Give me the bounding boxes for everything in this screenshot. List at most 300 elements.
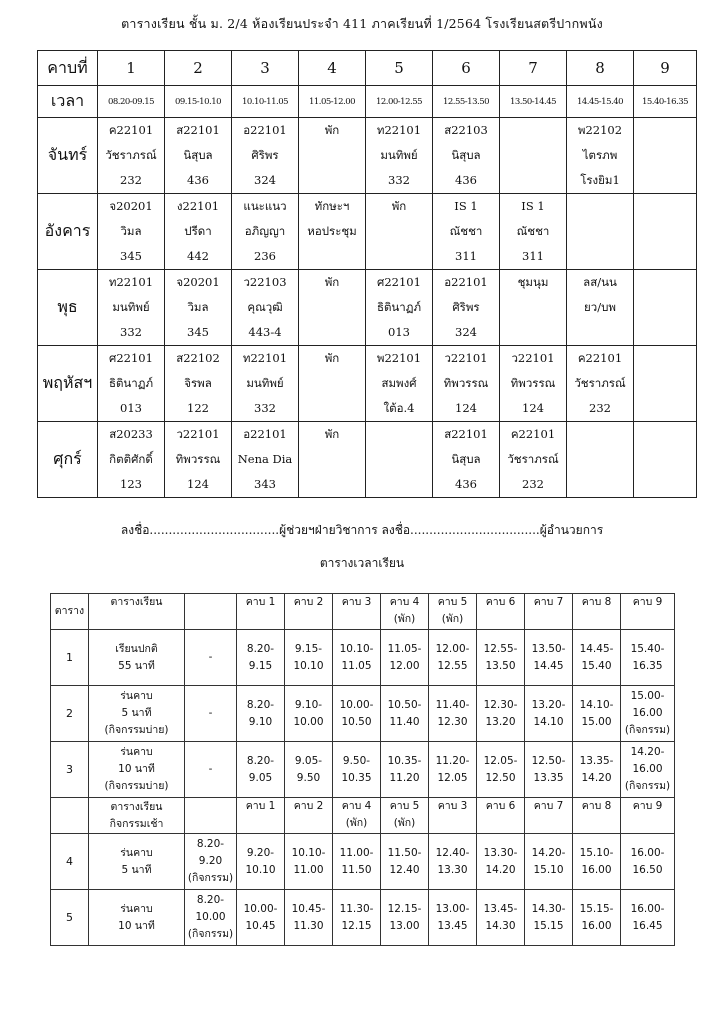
period-time: 08.20-09.15 xyxy=(98,86,165,118)
cell-line: นิสุบล xyxy=(183,148,213,162)
cell-line: จ20201 xyxy=(176,275,220,289)
schedule-cell xyxy=(567,346,634,422)
period-header xyxy=(525,798,573,834)
text-line: 10.10- xyxy=(339,642,374,655)
cell-line: มนทิพย์ xyxy=(112,300,150,314)
text-line: - xyxy=(208,707,213,719)
period-time-range xyxy=(333,686,381,742)
text-line: ร่นคาบ xyxy=(120,902,153,915)
text-line: 13.35 xyxy=(533,771,564,784)
period-time-range xyxy=(381,686,429,742)
text-line: 10.00 xyxy=(293,715,324,728)
text-line: 14.10 xyxy=(533,715,564,728)
cell-line: พัก xyxy=(324,275,340,289)
text-line: 9.15- xyxy=(294,642,323,655)
schedule-cell xyxy=(98,118,165,194)
cell-line: ง22101 xyxy=(176,199,220,213)
schedule-cell xyxy=(433,346,500,422)
period-header xyxy=(477,594,525,630)
cell-line: อ22101 xyxy=(243,427,287,441)
cell-line: 013 xyxy=(120,401,142,415)
text-line: (กิจกรรม) xyxy=(187,872,234,884)
period-time-range xyxy=(429,686,477,742)
cell-line: IS 1 xyxy=(454,199,478,213)
period-time-range xyxy=(429,630,477,686)
cell-line: 122 xyxy=(187,401,209,415)
period-time-range xyxy=(573,890,621,946)
cell-line: มนทิพย์ xyxy=(380,148,418,162)
schedule-cell xyxy=(232,346,299,422)
schedule-cell xyxy=(500,194,567,270)
text-line: 15.10- xyxy=(579,846,614,859)
cell-line: 436 xyxy=(455,477,477,491)
day-row xyxy=(38,422,697,498)
text-line: คาบ 6 xyxy=(485,596,516,608)
schedule-cell xyxy=(98,346,165,422)
text-line: 9.05- xyxy=(294,754,323,767)
period-time-range xyxy=(621,742,675,798)
text-line: 10.45- xyxy=(291,902,326,915)
cell-line: อ22101 xyxy=(243,123,287,137)
text-line: 11.40 xyxy=(389,715,420,728)
text-line: (กิจกรรมบ่าย) xyxy=(104,780,169,792)
cell-line: วิมล xyxy=(187,300,209,314)
period-header xyxy=(429,594,477,630)
period-time-range xyxy=(525,686,573,742)
cell-line: 124 xyxy=(455,401,477,415)
cell-line: Nena Dia xyxy=(237,452,293,466)
text-line: 12.00 xyxy=(389,659,420,672)
cell-line: วิมล xyxy=(120,224,142,238)
text-line: 9.50 xyxy=(296,771,321,784)
cell-line: ณัชชา xyxy=(516,224,550,238)
cell-line: ชุมนุม xyxy=(517,275,549,289)
cell-line: ค22101 xyxy=(577,351,623,365)
text-line: 12.50- xyxy=(531,754,566,767)
text-line: 8.20- xyxy=(246,754,275,767)
cell-line: มนทิพย์ xyxy=(246,376,284,390)
text-line: 11.50 xyxy=(341,863,372,876)
text-line: 10 นาที xyxy=(118,763,155,775)
period-time-range xyxy=(621,630,675,686)
text-line: 9.10- xyxy=(294,698,323,711)
period-time-range xyxy=(285,686,333,742)
period-time-range xyxy=(573,742,621,798)
text-line: 9.20- xyxy=(246,846,275,859)
cell-line: 443-4 xyxy=(248,325,282,339)
schedule-cell xyxy=(232,194,299,270)
class-schedule-table xyxy=(37,50,697,498)
text-line: 12.15- xyxy=(387,902,422,915)
text-line: คาบ 5 xyxy=(437,596,468,608)
text-line: 12.30 xyxy=(437,715,468,728)
time-table-row xyxy=(51,834,675,890)
schedule-cell xyxy=(299,346,366,422)
text-line: 15.40- xyxy=(630,642,665,655)
period-number: 9 xyxy=(634,51,697,86)
text-line: คาบ 4 xyxy=(341,800,372,812)
cell-line: พ22101 xyxy=(376,351,422,365)
period-time-range xyxy=(381,834,429,890)
row-extra xyxy=(185,834,237,890)
signature-line: ลงชื่อ..................................ผู้ช่วยฯฝ่ายวิชาการ ลงชื่อ..................................ผู้อำนวยการ xyxy=(120,523,604,537)
period-number: 8 xyxy=(567,51,634,86)
period-time-range xyxy=(429,890,477,946)
schedule-cell xyxy=(366,270,433,346)
text-line: 14.20- xyxy=(630,746,665,758)
text-line: 13.30- xyxy=(483,846,518,859)
text-line: ตาราง xyxy=(54,605,85,617)
period-time-range xyxy=(573,630,621,686)
text-line: 10.10 xyxy=(293,659,324,672)
text-line: คาบ 8 xyxy=(581,800,612,812)
schedule-cell xyxy=(500,422,567,498)
text-line: 13.20- xyxy=(531,698,566,711)
text-line: 10.35 xyxy=(341,771,372,784)
schedule-cell xyxy=(433,422,500,498)
period-header xyxy=(573,594,621,630)
text-line: 13.50- xyxy=(531,642,566,655)
cell-line: ค22101 xyxy=(108,123,154,137)
text-line: ตารางเรียน xyxy=(110,800,163,813)
text-line: 11.00 xyxy=(293,863,324,876)
period-time-range xyxy=(285,890,333,946)
text-line: 9.05 xyxy=(248,771,273,784)
schedule-cell xyxy=(98,422,165,498)
text-line: 10.00- xyxy=(243,902,278,915)
text-line: 15.10 xyxy=(533,863,564,876)
text-line: ร่นคาบ xyxy=(120,746,153,758)
text-line: 9.15 xyxy=(248,659,273,672)
day-name: พุธ xyxy=(38,270,98,346)
period-time-range xyxy=(237,686,285,742)
text-line: 14.20 xyxy=(581,771,612,784)
text-line: 15.15- xyxy=(579,902,614,915)
text-line: คาบ 1 xyxy=(245,800,276,812)
text-line: คาบ 2 xyxy=(293,596,324,608)
row-extra xyxy=(185,742,237,798)
schedule-cell xyxy=(98,270,165,346)
period-header xyxy=(525,594,573,630)
cell-line: คุณวุฒิ xyxy=(247,300,283,314)
cell-line: ณัชชา xyxy=(449,224,483,238)
text-line: 5 นาที xyxy=(121,707,152,719)
text-line: 16.00 xyxy=(632,707,663,719)
cell-line: 332 xyxy=(254,401,276,415)
period-number: 7 xyxy=(500,51,567,86)
period-time-range xyxy=(333,742,381,798)
text-line: 8.20- xyxy=(246,698,275,711)
cell-line: อภิญญา xyxy=(244,224,286,238)
period-time-range xyxy=(573,834,621,890)
period-time-range xyxy=(573,686,621,742)
period-number: 1 xyxy=(98,51,165,86)
cell-line: กิตติศักดิ์ xyxy=(109,452,153,466)
cell-line: 123 xyxy=(120,477,142,491)
period-number: 4 xyxy=(299,51,366,86)
text-line: 10.00 xyxy=(195,911,226,923)
period-number: 2 xyxy=(165,51,232,86)
schedule-cell xyxy=(165,194,232,270)
text-line: 8.20- xyxy=(196,894,225,906)
schedule-cell xyxy=(299,194,366,270)
row-label xyxy=(89,742,185,798)
schedule-cell xyxy=(366,118,433,194)
text-line: 12.05- xyxy=(483,754,518,767)
text-line: 13.35- xyxy=(579,754,614,767)
cell-line: ว22101 xyxy=(176,427,220,441)
text-line: 13.45 xyxy=(437,919,468,932)
cell-line: 436 xyxy=(187,173,209,187)
period-time-range xyxy=(381,742,429,798)
cell-line: ปรีดา xyxy=(184,224,212,238)
schedule-cell xyxy=(299,270,366,346)
cell-line: ท22101 xyxy=(108,275,154,289)
text-line: 12.00- xyxy=(435,642,470,655)
row-extra xyxy=(185,630,237,686)
cell-line: ส22101 xyxy=(176,123,220,137)
time-table-row xyxy=(51,630,675,686)
cell-line: 324 xyxy=(455,325,477,339)
text-line: คาบ 2 xyxy=(293,800,324,812)
time-table-row xyxy=(51,686,675,742)
text-line: 10.00- xyxy=(339,698,374,711)
period-time-range xyxy=(477,742,525,798)
cell-line: 332 xyxy=(388,173,410,187)
schedule-cell xyxy=(634,346,697,422)
period-time: 14.45-15.40 xyxy=(567,86,634,118)
text-line: คาบ 4 xyxy=(389,596,420,608)
row-number: 3 xyxy=(51,742,89,798)
row-extra xyxy=(185,890,237,946)
schedule-cell xyxy=(567,118,634,194)
text-line: 16.45 xyxy=(632,919,663,932)
period-header xyxy=(429,798,477,834)
text-line: - xyxy=(208,651,213,663)
cell-line: นิสุบล xyxy=(451,148,481,162)
day-row xyxy=(38,346,697,422)
cell-line: 442 xyxy=(187,249,209,263)
schedule-cell xyxy=(634,118,697,194)
cell-line: ธิตินาฏภ์ xyxy=(376,300,422,314)
text-line: 12.40 xyxy=(389,863,420,876)
cell-line: ท22101 xyxy=(376,123,422,137)
text-line: 9.20 xyxy=(198,855,223,867)
schedule-cell xyxy=(567,270,634,346)
text-line: 10.45 xyxy=(245,919,276,932)
text-line: 11.20 xyxy=(389,771,420,784)
text-line: คาบ 5 xyxy=(389,800,420,812)
schedule-cell xyxy=(98,194,165,270)
text-line: 12.15 xyxy=(341,919,372,932)
text-line: 8.20- xyxy=(246,642,275,655)
row-label xyxy=(89,834,185,890)
column-schedule xyxy=(89,798,185,834)
period-header xyxy=(333,798,381,834)
cell-line: ศิริพร xyxy=(251,148,279,162)
cell-line: วัชราภรณ์ xyxy=(507,452,559,466)
schedule-cell xyxy=(634,422,697,498)
text-line: 14.20- xyxy=(531,846,566,859)
text-line: 12.50 xyxy=(485,771,516,784)
text-line: 12.55 xyxy=(437,659,468,672)
period-header xyxy=(381,798,429,834)
text-line: 10.10- xyxy=(291,846,326,859)
text-line: 16.00- xyxy=(630,902,665,915)
period-time-range xyxy=(333,630,381,686)
text-line: 5 นาที xyxy=(121,863,152,876)
cell-line: ศ22101 xyxy=(377,275,421,289)
time-row xyxy=(38,86,697,118)
text-line: 10.50- xyxy=(387,698,422,711)
text-line: ร่นคาบ xyxy=(120,690,153,702)
cell-line: จิรพล xyxy=(184,376,212,390)
period-time-range xyxy=(477,686,525,742)
schedule-cell xyxy=(500,270,567,346)
row-number: 5 xyxy=(51,890,89,946)
text-line: 14.30 xyxy=(485,919,516,932)
text-line: 12.30- xyxy=(483,698,518,711)
period-header xyxy=(381,594,429,630)
text-line: 11.20- xyxy=(435,754,470,767)
day-name: อังคาร xyxy=(38,194,98,270)
text-line: 8.20- xyxy=(196,838,225,850)
time-table-header-row xyxy=(51,798,675,834)
cell-line: ใต้อ.4 xyxy=(383,401,415,415)
text-line: 9.10 xyxy=(248,715,273,728)
text-line: 16.50 xyxy=(632,863,663,876)
schedule-cell xyxy=(634,270,697,346)
period-time-range xyxy=(429,834,477,890)
text-line: คาบ 3 xyxy=(437,800,468,812)
cell-line: อ22101 xyxy=(444,275,488,289)
period-header xyxy=(333,594,381,630)
cell-line: สมพงศ์ xyxy=(381,376,417,390)
text-line: (กิจกรรมบ่าย) xyxy=(104,724,169,736)
text-line: 10.50 xyxy=(341,715,372,728)
text-line: 14.30- xyxy=(531,902,566,915)
period-time-range xyxy=(477,834,525,890)
cell-line: แนะแนว xyxy=(243,199,287,213)
text-line: เรียนปกติ xyxy=(115,642,158,655)
cell-line: ทิพวรรณ xyxy=(510,376,556,390)
cell-line: 345 xyxy=(187,325,209,339)
schedule-cell xyxy=(433,270,500,346)
column-table xyxy=(51,594,89,630)
cell-line: ทิพวรรณ xyxy=(443,376,489,390)
schedule-cell xyxy=(366,346,433,422)
text-line: (พัก) xyxy=(345,817,368,829)
text-line: (กิจกรรม) xyxy=(187,928,234,940)
cell-line: โรงยิม1 xyxy=(580,173,620,187)
cell-line: ลส/นน xyxy=(583,275,617,289)
cell-line: ส22103 xyxy=(444,123,488,137)
text-line: 13.50 xyxy=(485,659,516,672)
cell-line: 013 xyxy=(388,325,410,339)
cell-line: ธิตินาฏภ์ xyxy=(108,376,154,390)
page-title: ตารางเรียน ชั้น ม. 2/4 ห้องเรียนประจำ 411 ภาคเรียนที่ 1/2564 โรงเรียนสตรีปากพนัง xyxy=(121,16,603,31)
cell-line: ว22103 xyxy=(243,275,287,289)
period-time: 11.05-12.00 xyxy=(299,86,366,118)
cell-line: จ20201 xyxy=(109,199,153,213)
cell-line: นิสุบล xyxy=(451,452,481,466)
period-time-range xyxy=(621,890,675,946)
text-line: 15.00- xyxy=(630,690,665,702)
text-line: ตารางเรียน xyxy=(110,596,163,608)
text-line: คาบ 9 xyxy=(632,596,663,608)
schedule-cell xyxy=(299,118,366,194)
period-header xyxy=(237,798,285,834)
cell-line: ส22102 xyxy=(176,351,220,365)
cell-line: วัชราภรณ์ xyxy=(105,148,157,162)
schedule-cell xyxy=(500,118,567,194)
schedule-cell xyxy=(165,422,232,498)
cell-line: 124 xyxy=(522,401,544,415)
day-name: พฤหัสฯ xyxy=(38,346,98,422)
text-line: 10.35- xyxy=(387,754,422,767)
column-extra xyxy=(185,798,237,834)
column-table xyxy=(51,798,89,834)
text-line: 11.05- xyxy=(387,642,422,655)
text-line: 13.00 xyxy=(389,919,420,932)
text-line: 14.20 xyxy=(485,863,516,876)
cell-line: ศ22101 xyxy=(109,351,153,365)
cell-line: 124 xyxy=(187,477,209,491)
cell-line: 343 xyxy=(254,477,276,491)
period-time-range xyxy=(333,890,381,946)
text-line: 16.00 xyxy=(581,919,612,932)
text-line: คาบ 7 xyxy=(533,596,564,608)
cell-line: พัก xyxy=(391,199,407,213)
cell-line: 311 xyxy=(455,249,477,263)
period-number: 6 xyxy=(433,51,500,86)
period-label: คาบที่ xyxy=(38,51,98,86)
text-line: คาบ 3 xyxy=(341,596,372,608)
cell-line: 332 xyxy=(120,325,142,339)
text-line: คาบ 7 xyxy=(533,800,564,812)
text-line: 16.00 xyxy=(632,763,663,775)
schedule-cell xyxy=(433,194,500,270)
text-line: (พัก) xyxy=(441,613,464,625)
period-time-range xyxy=(285,834,333,890)
schedule-cell xyxy=(567,422,634,498)
time-table-title: ตารางเวลาเรียน xyxy=(319,556,405,570)
period-time-range xyxy=(477,890,525,946)
text-line: 15.40 xyxy=(581,659,612,672)
time-table-row xyxy=(51,742,675,798)
text-line: 16.00 xyxy=(581,863,612,876)
cell-line: พัก xyxy=(324,427,340,441)
period-time-range xyxy=(237,834,285,890)
text-line: (กิจกรรม) xyxy=(624,780,671,792)
cell-line: 232 xyxy=(522,477,544,491)
period-time: 12.55-13.50 xyxy=(433,86,500,118)
row-number: 4 xyxy=(51,834,89,890)
day-row xyxy=(38,270,697,346)
period-number: 3 xyxy=(232,51,299,86)
schedule-cell xyxy=(500,346,567,422)
text-line: 13.45- xyxy=(483,902,518,915)
text-line: คาบ 6 xyxy=(485,800,516,812)
row-label xyxy=(89,630,185,686)
text-line: 14.45 xyxy=(533,659,564,672)
text-line: 15.15 xyxy=(533,919,564,932)
period-header xyxy=(285,594,333,630)
period-header xyxy=(621,594,675,630)
period-header xyxy=(477,798,525,834)
schedule-cell xyxy=(165,346,232,422)
text-line: (พัก) xyxy=(393,613,416,625)
